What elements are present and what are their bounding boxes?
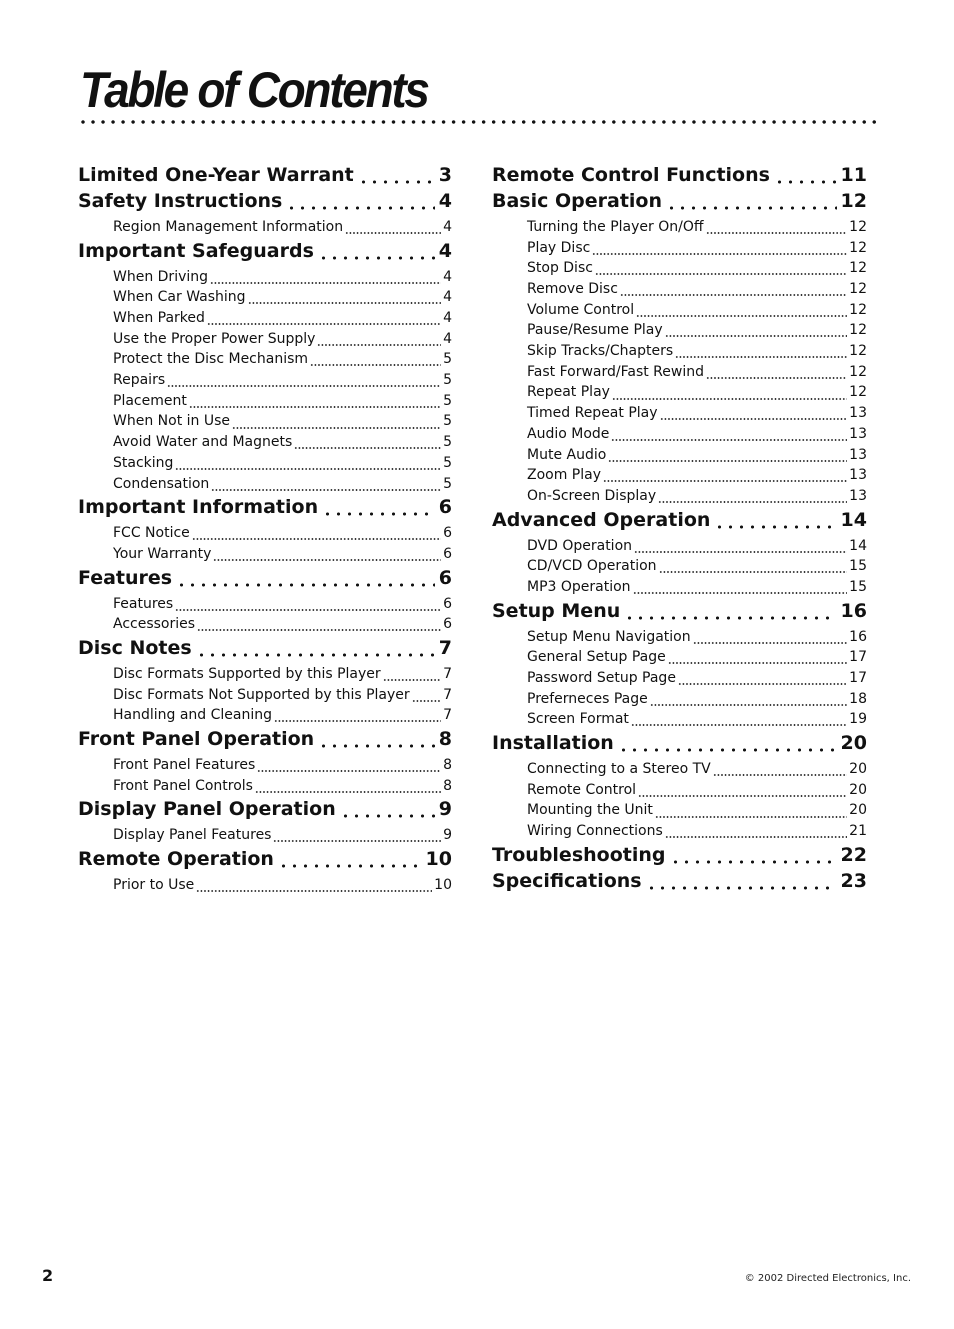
toc-entry-title: Skip Tracks/Chapters	[527, 343, 674, 360]
toc-entry-page: 5	[443, 434, 452, 451]
toc-entry-page: 4	[443, 268, 452, 285]
page-number: 2	[42, 1266, 54, 1285]
toc-entry-page: 20	[849, 802, 867, 819]
dot-leader	[207, 308, 441, 329]
toc-entry-title: Pause/Resume Play	[527, 322, 663, 339]
dot-leader	[232, 412, 441, 433]
toc-entry-title: When Parked	[113, 310, 205, 327]
toc-entry-page: 4	[438, 239, 452, 262]
toc-entry-page: 5	[443, 392, 452, 409]
toc-subsection[interactable]	[78, 287, 452, 308]
toc-entry-title: Timed Repeat Play	[527, 405, 658, 422]
toc-entry-title: Stacking	[113, 454, 174, 471]
toc-entry-title: Disc Formats Not Supported by this Player	[113, 686, 410, 703]
toc-section[interactable]	[78, 188, 452, 214]
toc-subsection[interactable]	[78, 329, 452, 350]
dot-leader	[257, 755, 441, 776]
toc-entry-title: When Not in Use	[113, 413, 230, 430]
dot-leader	[273, 825, 441, 846]
toc-entry-page: 10	[425, 848, 452, 871]
dot-leader	[612, 383, 847, 404]
toc-entry-title: Remote Operation	[78, 848, 274, 871]
toc-entry-title: Installation	[492, 732, 614, 755]
toc-subsection[interactable]	[78, 217, 452, 238]
dot-leader	[210, 267, 441, 288]
toc-entry-page: 10	[434, 877, 452, 894]
toc-subsection[interactable]	[492, 689, 867, 710]
toc-left-column	[78, 162, 452, 896]
dot-leader	[286, 188, 434, 214]
dot-leader	[175, 453, 441, 474]
toc-entry-page: 4	[443, 218, 452, 235]
toc-entry-title: On-Screen Display	[527, 487, 657, 504]
toc-entry-title: Disc Formats Supported by this Player	[113, 665, 381, 682]
toc-entry-title: Display Panel Operation	[78, 798, 336, 821]
toc-entry-title: Region Management Information	[113, 218, 344, 235]
toc-entry-title: Password Setup Page	[527, 670, 676, 687]
toc-entry-page: 9	[443, 827, 452, 844]
dot-leader	[175, 594, 441, 615]
toc-subsection[interactable]	[492, 217, 867, 238]
toc-section[interactable]	[78, 494, 452, 520]
dot-leader	[608, 445, 847, 466]
dot-leader	[318, 238, 435, 264]
toc-entry-page: 11	[840, 164, 867, 186]
toc-entry-page: 14	[849, 537, 867, 554]
toc-entry-title: Front Panel Operation	[78, 728, 315, 751]
toc-entry-page: 6	[438, 496, 452, 519]
toc-right-column	[492, 162, 867, 894]
toc-section[interactable]	[78, 635, 452, 661]
toc-entry-title: Mounting the Unit	[527, 802, 653, 819]
toc-entry-page: 13	[849, 467, 867, 484]
toc-entry-title: When Car Washing	[113, 289, 246, 306]
toc-entry-page: 7	[443, 707, 452, 724]
title-dotted-rule	[78, 118, 880, 126]
toc-entry-title: Prior to Use	[113, 877, 195, 894]
toc-subsection[interactable]	[78, 685, 452, 706]
dot-leader	[595, 258, 847, 279]
toc-entry-page: 8	[443, 777, 452, 794]
toc-entry-page: 21	[849, 823, 867, 840]
toc-entry-title: Mute Audio	[527, 446, 607, 463]
toc-section[interactable]	[78, 162, 452, 188]
toc-subsection[interactable]	[492, 445, 867, 466]
toc-entry-page: 13	[849, 425, 867, 442]
toc-entry-page: 7	[443, 686, 452, 703]
toc-entry-page: 7	[443, 665, 452, 682]
toc-subsection[interactable]	[492, 424, 867, 445]
toc-subsection[interactable]	[78, 412, 452, 433]
toc-section[interactable]	[492, 188, 867, 214]
toc-entry-title: FCC Notice	[113, 525, 190, 542]
toc-entry-title: Repairs	[113, 372, 166, 389]
toc-entry-title: Turning the Player On/Off	[527, 218, 704, 235]
toc-entry-page: 15	[849, 558, 867, 575]
dot-leader	[670, 842, 837, 868]
toc-subsection[interactable]	[492, 780, 867, 801]
dot-leader	[706, 362, 847, 383]
toc-entry-page: 16	[849, 628, 867, 645]
page-title: Table of Contents	[80, 62, 428, 118]
toc-section[interactable]	[78, 238, 452, 264]
toc-subsection[interactable]	[78, 432, 452, 453]
toc-entry-page: 6	[443, 525, 452, 542]
dot-leader	[646, 868, 837, 894]
dot-leader	[358, 162, 435, 188]
toc-subsection[interactable]	[78, 776, 452, 797]
dot-leader	[592, 238, 847, 259]
dot-leader	[340, 796, 435, 822]
dot-leader	[693, 627, 848, 648]
toc-subsection[interactable]	[492, 821, 867, 842]
dot-leader	[618, 730, 837, 756]
toc-subsection[interactable]	[78, 391, 452, 412]
toc-entry-page: 6	[443, 595, 452, 612]
dot-leader	[274, 705, 441, 726]
dot-leader	[620, 279, 847, 300]
toc-entry-title: MP3 Operation	[527, 578, 631, 595]
toc-subsection[interactable]	[492, 238, 867, 259]
toc-subsection[interactable]	[78, 267, 452, 288]
toc-entry-title: Features	[78, 566, 173, 589]
toc-entry-title: Advanced Operation	[492, 508, 711, 531]
toc-entry-title: Remote Control	[527, 781, 637, 798]
dot-leader	[310, 349, 441, 370]
toc-subsection[interactable]	[492, 320, 867, 341]
toc-entry-page: 4	[438, 190, 452, 212]
toc-entry-title: Preferneces Page	[527, 690, 648, 707]
toc-entry-page: 6	[438, 566, 452, 589]
toc-entry-page: 6	[443, 616, 452, 633]
toc-entry-page: 12	[840, 190, 867, 212]
toc-entry-title: CD/VCD Operation	[527, 558, 657, 575]
toc-subsection[interactable]	[492, 668, 867, 689]
toc-section[interactable]	[78, 726, 452, 752]
toc-entry-page: 7	[438, 637, 452, 659]
toc-section[interactable]	[78, 565, 452, 591]
toc-subsection[interactable]	[492, 801, 867, 822]
dot-leader	[633, 577, 848, 598]
toc-entry-page: 12	[849, 218, 867, 235]
dot-leader	[774, 162, 837, 188]
toc-subsection[interactable]	[78, 453, 452, 474]
toc-subsection[interactable]	[78, 825, 452, 846]
toc-subsection[interactable]	[492, 465, 867, 486]
toc-section[interactable]	[492, 162, 867, 188]
toc-entry-title: Fast Forward/Fast Rewind	[527, 363, 704, 380]
toc-entry-page: 16	[840, 599, 867, 622]
dot-leader	[211, 474, 441, 495]
dot-leader	[383, 664, 441, 685]
toc-entry-page: 12	[849, 301, 867, 318]
toc-section[interactable]	[78, 846, 452, 872]
toc-entry-page: 5	[443, 475, 452, 492]
dot-leader	[713, 759, 847, 780]
toc-entry-page: 13	[849, 405, 867, 422]
toc-entry-title: General Setup Page	[527, 649, 666, 666]
dot-leader	[196, 875, 432, 896]
toc-section[interactable]	[492, 507, 867, 533]
dot-leader	[189, 391, 441, 412]
dot-leader	[624, 598, 836, 624]
dot-leader	[278, 846, 422, 872]
toc-entry-page: 15	[849, 578, 867, 595]
toc-subsection[interactable]	[78, 474, 452, 495]
dot-leader	[665, 821, 847, 842]
toc-entry-title: Stop Disc	[527, 260, 593, 277]
toc-entry-title: Disc Notes	[78, 637, 192, 659]
toc-subsection[interactable]	[492, 258, 867, 279]
toc-entry-title: Audio Mode	[527, 425, 610, 442]
toc-entry-page: 3	[438, 164, 452, 186]
toc-entry-title: Setup Menu	[492, 599, 621, 622]
toc-entry-page: 23	[840, 869, 867, 892]
toc-entry-page: 17	[849, 670, 867, 687]
toc-entry-title: Zoom Play	[527, 467, 602, 484]
toc-entry-title: Basic Operation	[492, 190, 663, 212]
dot-leader	[176, 565, 435, 591]
dot-leader	[668, 647, 847, 668]
toc-entry-title: Repeat Play	[527, 384, 610, 401]
dot-leader	[248, 287, 442, 308]
dot-leader	[678, 668, 847, 689]
toc-entry-page: 18	[849, 690, 867, 707]
dot-leader	[603, 465, 847, 486]
dot-leader	[196, 635, 435, 661]
toc-entry-title: Avoid Water and Magnets	[113, 434, 293, 451]
dot-leader	[322, 494, 435, 520]
toc-subsection[interactable]	[78, 614, 452, 635]
toc-entry-page: 5	[443, 351, 452, 368]
dot-leader	[294, 432, 441, 453]
toc-entry-page: 6	[443, 545, 452, 562]
toc-entry-page: 13	[849, 446, 867, 463]
toc-subsection[interactable]	[492, 577, 867, 598]
dot-leader	[650, 689, 847, 710]
toc-subsection[interactable]	[78, 349, 452, 370]
dot-leader	[658, 486, 847, 507]
toc-subsection[interactable]	[78, 664, 452, 685]
toc-entry-page: 13	[849, 487, 867, 504]
toc-subsection[interactable]	[492, 647, 867, 668]
toc-entry-page: 14	[840, 508, 867, 531]
toc-subsection[interactable]	[78, 755, 452, 776]
toc-subsection[interactable]	[492, 362, 867, 383]
copyright-notice: © 2002 Directed Electronics, Inc.	[744, 1273, 911, 1284]
toc-entry-page: 8	[443, 757, 452, 774]
toc-entry-title: Use the Proper Power Supply	[113, 330, 316, 347]
toc-entry-title: Screen Format	[527, 711, 629, 728]
dot-leader	[660, 403, 848, 424]
toc-subsection[interactable]	[492, 383, 867, 404]
toc-subsection[interactable]	[492, 627, 867, 648]
toc-subsection[interactable]	[78, 705, 452, 726]
toc-subsection[interactable]	[492, 300, 867, 321]
dot-leader	[345, 217, 441, 238]
toc-entry-title: Limited One-Year Warrant	[78, 164, 354, 186]
toc-entry-page: 12	[849, 322, 867, 339]
dot-leader	[631, 709, 847, 730]
toc-entry-title: Front Panel Controls	[113, 777, 253, 794]
dot-leader	[412, 685, 441, 706]
toc-entry-page: 12	[849, 363, 867, 380]
dot-leader	[192, 523, 441, 544]
dot-leader	[706, 217, 848, 238]
toc-entry-page: 5	[443, 372, 452, 389]
toc-subsection[interactable]	[492, 403, 867, 424]
toc-entry-page: 19	[849, 711, 867, 728]
toc-entry-page: 12	[849, 343, 867, 360]
toc-subsection[interactable]	[78, 308, 452, 329]
toc-subsection[interactable]	[492, 341, 867, 362]
toc-subsection[interactable]	[78, 875, 452, 896]
toc-subsection[interactable]	[492, 759, 867, 780]
toc-entry-title: Remote Control Functions	[492, 164, 770, 186]
toc-entry-title: Troubleshooting	[492, 843, 666, 866]
dot-leader	[638, 780, 847, 801]
toc-subsection[interactable]	[78, 523, 452, 544]
toc-entry-title: Handling and Cleaning	[113, 707, 273, 724]
toc-section[interactable]	[492, 730, 867, 756]
toc-entry-page: 12	[849, 281, 867, 298]
toc-entry-page: 12	[849, 239, 867, 256]
toc-subsection[interactable]	[492, 556, 867, 577]
toc-entry-page: 4	[443, 289, 452, 306]
toc-entry-title: Volume Control	[527, 301, 635, 318]
toc-section[interactable]	[78, 796, 452, 822]
dot-leader	[318, 726, 435, 752]
toc-entry-title: Placement	[113, 392, 187, 409]
toc-entry-title: Display Panel Features	[113, 827, 272, 844]
dot-leader	[659, 556, 848, 577]
toc-entry-title: Play Disc	[527, 239, 591, 256]
toc-entry-page: 22	[840, 843, 867, 866]
dot-leader	[675, 341, 847, 362]
toc-entry-title: Important Information	[78, 496, 319, 519]
toc-entry-page: 12	[849, 260, 867, 277]
toc-entry-title: Remove Disc	[527, 281, 618, 298]
dot-leader	[665, 320, 848, 341]
toc-section[interactable]	[492, 598, 867, 624]
toc-entry-title: Connecting to a Stereo TV	[527, 761, 711, 778]
toc-entry-title: When Driving	[113, 268, 209, 285]
toc-entry-title: DVD Operation	[527, 537, 633, 554]
toc-entry-page: 20	[849, 761, 867, 778]
dot-leader	[317, 329, 441, 350]
toc-subsection[interactable]	[492, 709, 867, 730]
toc-subsection[interactable]	[492, 486, 867, 507]
toc-entry-title: Features	[113, 595, 174, 612]
toc-entry-title: Your Warranty	[113, 545, 212, 562]
toc-entry-page: 4	[443, 310, 452, 327]
dot-leader	[213, 544, 441, 565]
toc-subsection[interactable]	[78, 544, 452, 565]
toc-subsection[interactable]	[492, 279, 867, 300]
toc-entry-title: Safety Instructions	[78, 190, 283, 212]
dot-leader	[255, 776, 441, 797]
toc-entry-page: 20	[849, 781, 867, 798]
toc-entry-title: Important Safeguards	[78, 239, 314, 262]
toc-subsection[interactable]	[78, 370, 452, 391]
toc-entry-title: Protect the Disc Mechanism	[113, 351, 309, 368]
dot-leader	[666, 188, 837, 214]
toc-section[interactable]	[492, 868, 867, 894]
dot-leader	[655, 801, 847, 822]
toc-entry-title: Setup Menu Navigation	[527, 628, 691, 645]
toc-section[interactable]	[492, 842, 867, 868]
toc-entry-title: Specifications	[492, 869, 642, 892]
toc-entry-title: Condensation	[113, 475, 210, 492]
toc-entry-page: 5	[443, 454, 452, 471]
toc-entry-page: 5	[443, 413, 452, 430]
toc-entry-page: 12	[849, 384, 867, 401]
toc-entry-title: Front Panel Features	[113, 757, 256, 774]
toc-entry-page: 20	[840, 732, 867, 755]
dot-leader	[636, 300, 847, 321]
toc-entry-title: Accessories	[113, 616, 196, 633]
toc-entry-page: 8	[438, 728, 452, 751]
dot-leader	[611, 424, 847, 445]
toc-entry-page: 4	[443, 330, 452, 347]
toc-subsection[interactable]	[78, 594, 452, 615]
dot-leader	[167, 370, 441, 391]
toc-entry-page: 9	[438, 798, 452, 821]
toc-entry-page: 17	[849, 649, 867, 666]
dot-leader	[714, 507, 836, 533]
toc-subsection[interactable]	[492, 536, 867, 557]
toc-entry-title: Wiring Connections	[527, 823, 663, 840]
dot-leader	[634, 536, 847, 557]
dot-leader	[197, 614, 441, 635]
